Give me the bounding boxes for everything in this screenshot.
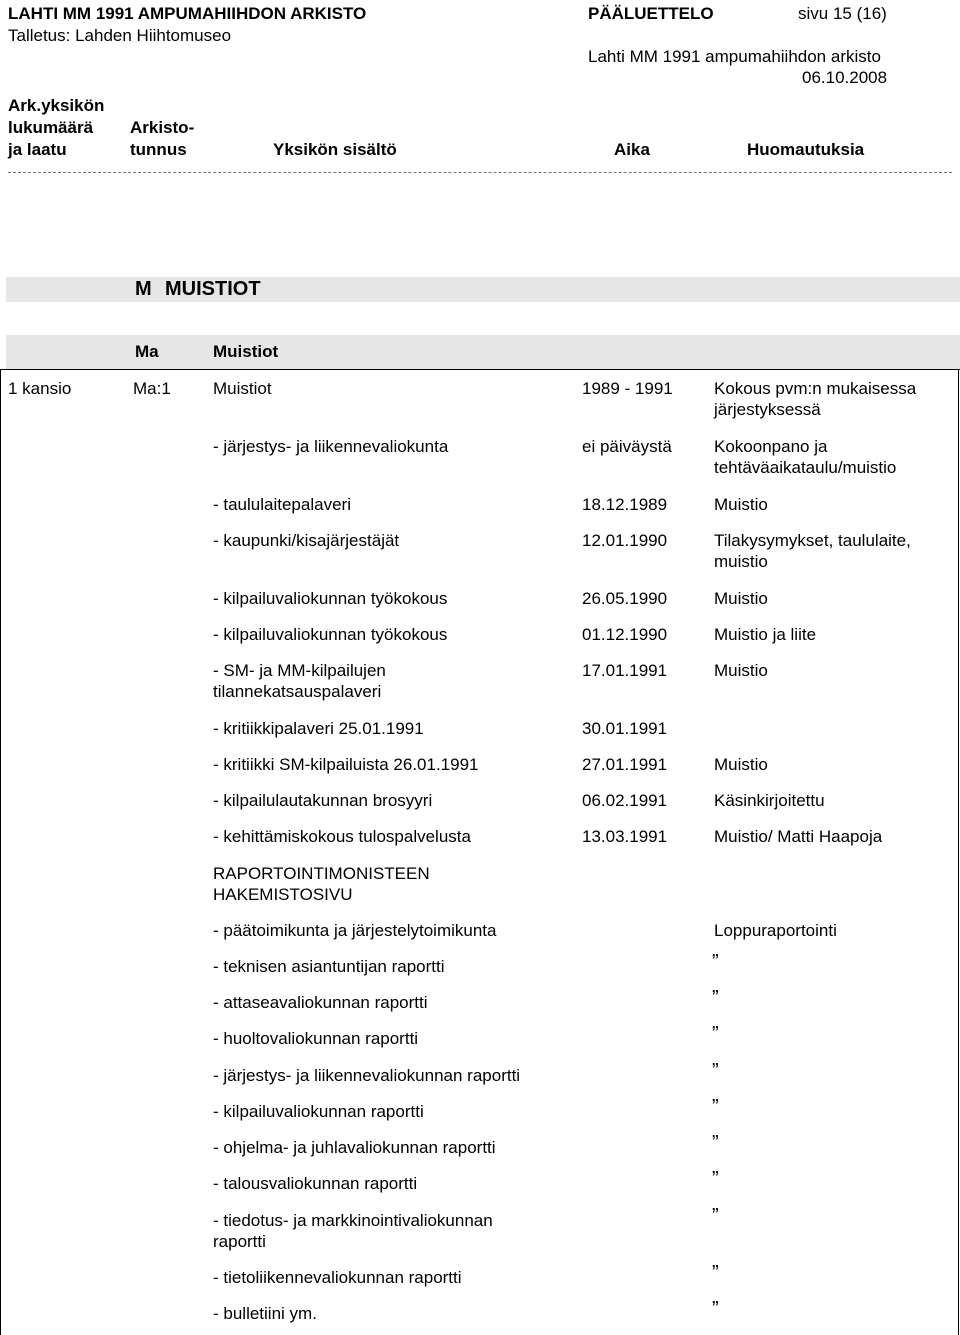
row-content: Muistiot	[213, 379, 272, 398]
row-content: - kilpailuvaliokunnan työkokous	[213, 625, 448, 644]
ditto-mark: ”	[712, 951, 719, 973]
row-note: Käsinkirjoitettu	[714, 791, 825, 810]
column-header-unit-2: lukumäärä	[8, 118, 94, 137]
row-time: 13.03.1991	[582, 827, 668, 846]
row-content: - kilpailuvaliokunnan raportti	[213, 1102, 424, 1121]
ditto-mark: ”	[712, 1168, 719, 1190]
subsection-code: Ma	[135, 342, 159, 361]
row-content: - kritiikki SM-kilpailuista 26.01.1991	[213, 755, 479, 774]
row-note-cont: muistio	[714, 552, 768, 571]
row-content: - järjestys- ja liikennevaliokunta	[213, 437, 449, 456]
row-note: Muistio	[714, 589, 768, 608]
ditto-mark: ”	[712, 1023, 719, 1045]
ditto-mark: ”	[712, 1262, 719, 1284]
row-note: Muistio	[714, 495, 768, 514]
row-note: Muistio	[714, 661, 768, 680]
page-number: sivu 15 (16)	[798, 4, 887, 23]
row-time: 30.01.1991	[582, 719, 668, 738]
row-content-cont: raportti	[213, 1232, 266, 1251]
row-content: - kritiikkipalaveri 25.01.1991	[213, 719, 424, 738]
row-content: - taululaitepalaveri	[213, 495, 351, 514]
deposit-info: Talletus: Lahden Hiihtomuseo	[8, 26, 232, 45]
row-content: - kehittämiskokous tulospalvelusta	[213, 827, 471, 846]
row-content: - ohjelma- ja juhlavaliokunnan raportti	[213, 1138, 496, 1157]
row-note: Muistio ja liite	[714, 625, 817, 644]
row-content: - päätoimikunta ja järjestelytoimikunta	[213, 921, 497, 940]
subsection-title: Muistiot	[213, 342, 279, 361]
row-content: - SM- ja MM-kilpailujen	[213, 661, 386, 680]
section-code: M	[135, 278, 152, 300]
row-content: - tietoliikennevaliokunnan raportti	[213, 1268, 462, 1287]
row-note-cont: järjestyksessä	[714, 400, 821, 419]
ditto-mark: ”	[712, 1132, 719, 1154]
row-content: - kaupunki/kisajärjestäjät	[213, 531, 400, 550]
row-content: - huoltovaliokunnan raportti	[213, 1029, 419, 1048]
row-time: 27.01.1991	[582, 755, 668, 774]
row-note: Muistio/ Matti Haapoja	[714, 827, 883, 846]
table-top-border	[0, 369, 960, 370]
archive-id: Ma:1	[133, 379, 171, 398]
row-content: - kilpailulautakunnan brosyyri	[213, 791, 433, 810]
row-note: Kokous pvm:n mukaisessa	[714, 379, 917, 398]
column-header-time: Aika	[614, 140, 650, 159]
row-time: 26.05.1990	[582, 589, 668, 608]
row-content: RAPORTOINTIMONISTEEN	[213, 864, 430, 883]
column-header-unit-3: ja laatu	[8, 140, 67, 159]
row-note: Tilakysymykset, taululaite,	[714, 531, 911, 550]
row-content: - tiedotus- ja markkinointivaliokunnan	[213, 1211, 493, 1230]
row-time: 01.12.1990	[582, 625, 668, 644]
row-content-cont: HAKEMISTOSIVU	[213, 885, 353, 904]
row-time: 12.01.1990	[582, 531, 668, 550]
row-note: Kokoonpano ja	[714, 437, 828, 456]
ditto-mark: ”	[712, 1205, 719, 1227]
ditto-mark: ”	[712, 1096, 719, 1118]
row-note-cont: tehtäväaikataulu/muistio	[714, 458, 897, 477]
ditto-mark: ”	[712, 987, 719, 1009]
row-time: ei päiväystä	[582, 437, 672, 456]
row-time: 06.02.1991	[582, 791, 668, 810]
row-content: - attaseavaliokunnan raportti	[213, 993, 428, 1012]
ditto-mark: ”	[712, 1060, 719, 1082]
row-content: - bulletiini ym.	[213, 1304, 317, 1323]
document-date: 06.10.2008	[802, 68, 888, 87]
column-header-content: Yksikön sisältö	[273, 140, 397, 159]
row-content: - teknisen asiantuntijan raportti	[213, 957, 445, 976]
archive-name: Lahti MM 1991 ampumahiihdon arkisto	[588, 47, 881, 66]
ditto-mark: ”	[712, 1298, 719, 1320]
row-time: 18.12.1989	[582, 495, 668, 514]
row-content: - talousvaliokunnan raportti	[213, 1174, 418, 1193]
table-right-border	[958, 370, 959, 1335]
row-time: 1989 - 1991	[582, 379, 673, 398]
row-content-cont: tilannekatsauspalaveri	[213, 682, 382, 701]
document-title: LAHTI MM 1991 AMPUMAHIIHDON ARKISTO	[8, 4, 367, 23]
section-title: MUISTIOT	[165, 278, 261, 300]
row-content: - kilpailuvaliokunnan työkokous	[213, 589, 448, 608]
column-header-unit-1: Ark.yksikön	[8, 96, 105, 115]
row-time: 17.01.1991	[582, 661, 668, 680]
row-content: - järjestys- ja liikennevaliokunnan raportti	[213, 1066, 521, 1085]
column-header-id-1: Arkisto-	[130, 118, 195, 137]
column-header-notes: Huomautuksia	[747, 140, 865, 159]
table-left-border	[0, 370, 1, 1335]
header-divider	[8, 172, 952, 173]
list-type: PÄÄLUETTELO	[588, 4, 714, 23]
row-note: Muistio	[714, 755, 768, 774]
unit-count: 1 kansio	[8, 379, 72, 398]
column-header-id-2: tunnus	[130, 140, 187, 159]
row-note: Loppuraportointi	[714, 921, 837, 940]
